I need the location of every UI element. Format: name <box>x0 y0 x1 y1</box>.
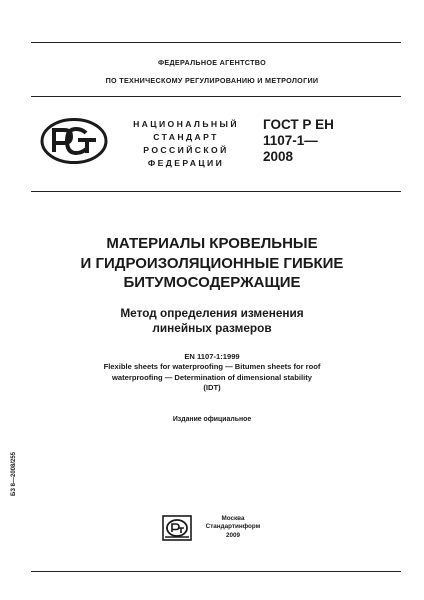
en-reference <box>0 352 424 394</box>
subtitle-line-1: Метод определения изменения <box>120 306 304 320</box>
standartinform-logo-icon <box>162 515 192 546</box>
emblem-rule <box>31 191 401 192</box>
header-rule <box>31 96 401 97</box>
gost-r-emblem-icon <box>40 118 108 169</box>
en-title-line-1: Flexible sheets for waterproofing — Bitumen sheets for roof <box>103 362 321 372</box>
side-code: БЗ 8—2008/255 <box>11 451 17 496</box>
publisher-name: Стандартинформ <box>205 523 261 531</box>
en-title-line-3: (IDT) <box>203 383 221 393</box>
national-standard-line-3: РОССИЙСКОЙ <box>143 145 229 155</box>
national-standard-line-4: ФЕДЕРАЦИИ <box>147 158 225 168</box>
subtitle-line-2: линейных размеров <box>152 320 272 335</box>
document-title <box>0 234 424 293</box>
title-line-2: И ГИДРОИЗОЛЯЦИОННЫЕ ГИБКИЕ <box>80 254 344 272</box>
agency-line-1: ФЕДЕРАЛЬНОЕ АГЕНТСТВО <box>157 58 266 67</box>
designation-line-1: ГОСТ Р ЕН <box>263 117 334 132</box>
designation-line-2: 1107-1— <box>263 133 318 148</box>
standard-designation <box>263 117 334 165</box>
designation-line-3: 2008 <box>263 149 294 164</box>
title-line-1: МАТЕРИАЛЫ КРОВЕЛЬНЫЕ <box>106 235 318 252</box>
edition-label: Издание официальное <box>172 416 252 423</box>
national-standard-line-1: НАЦИОНАЛЬНЫЙ <box>133 119 239 129</box>
bottom-rule <box>31 571 401 572</box>
national-standard-line-2: СТАНДАРТ <box>153 132 219 142</box>
en-title-line-2: waterproofing — Determination of dimensional stability <box>112 372 312 382</box>
publisher-info <box>196 515 270 540</box>
en-code: EN 1107-1:1999 <box>184 352 240 361</box>
agency-line-2: ПО ТЕХНИЧЕСКОМУ РЕГУЛИРОВАНИЮ И МЕТРОЛОГИИ <box>105 76 319 85</box>
title-line-3: БИТУМОСОДЕРЖАЩИЕ <box>123 274 301 291</box>
publisher-city: Москва <box>221 515 245 522</box>
top-rule <box>31 42 401 43</box>
document-subtitle <box>0 306 424 335</box>
publisher-year: 2009 <box>225 531 240 539</box>
